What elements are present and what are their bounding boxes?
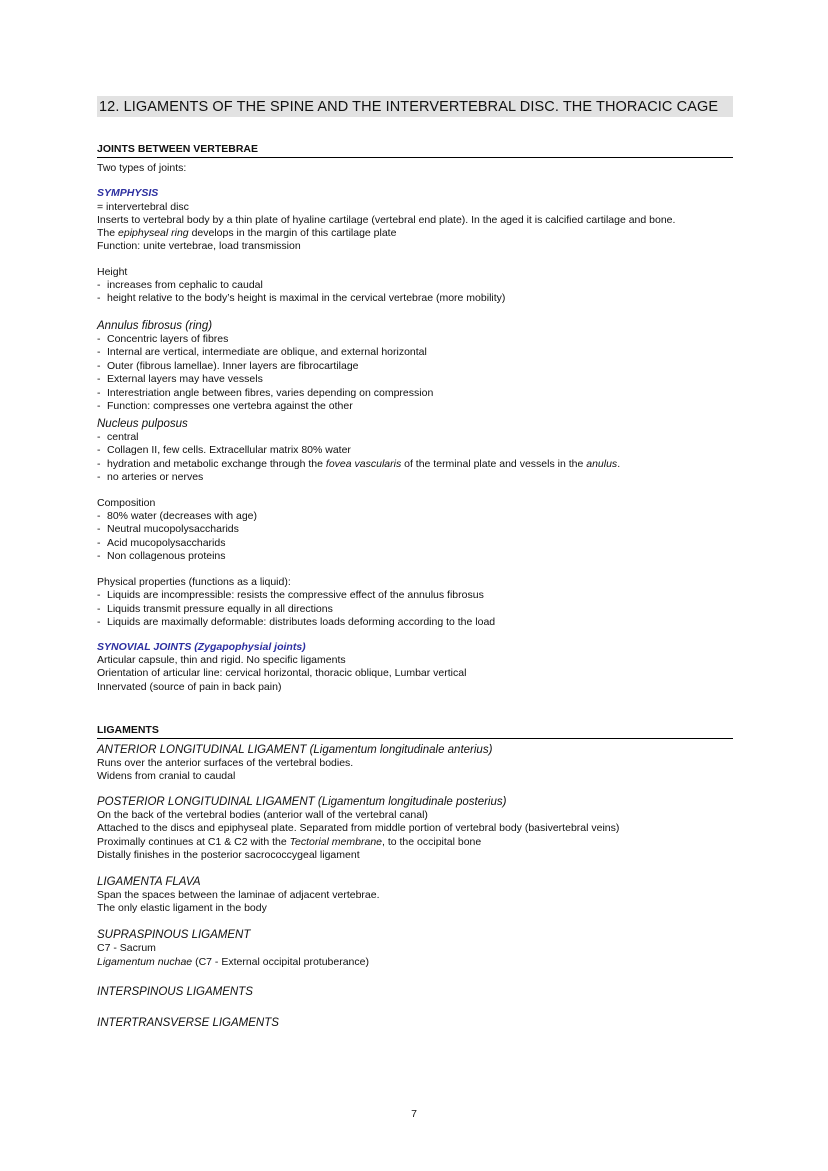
synovial-line: Innervated (source of pain in back pain) [97, 680, 282, 693]
list-item: - Function: compresses one vertebra against the other [97, 400, 353, 413]
ligament-line: Ligamentum nuchae (C7 - External occipital protuberance) [97, 955, 369, 968]
joints-intro: Two types of joints: [97, 162, 187, 174]
list-item: - Interestriation angle between fibres, varies depending on compression [97, 386, 434, 399]
ligament-line: Distally finishes in the posterior sacrococcygeal ligament [97, 848, 360, 861]
list-item: - 80% water (decreases with age) [97, 509, 257, 522]
synovial-line: Orientation of articular line: cervical horizontal, thoracic oblique, Lumbar vertical [97, 667, 467, 680]
ligament-line: Proximally continues at C1 & C2 with the Tectorial membrane, to the occipital bone [97, 835, 482, 848]
list-item: - Outer (fibrous lamellae). Inner layers are fibrocartilage [97, 359, 359, 372]
list-item: - Liquids are incompressible: resists the compressive effect of the annulus fibrosus [97, 589, 484, 602]
interspinous-heading: INTERSPINOUS LIGAMENTS [97, 985, 253, 998]
ligament-line: Runs over the anterior surfaces of the vertebral bodies. [97, 756, 354, 769]
section-title-joints: JOINTS BETWEEN VERTEBRAE [97, 143, 733, 158]
height-label: Height [97, 265, 128, 278]
list-item: - increases from cephalic to caudal [97, 278, 263, 291]
anterior-ligament-heading: ANTERIOR LONGITUDINAL LIGAMENT (Ligamentum longitudinale anterius) [97, 743, 493, 756]
symphysis-line: The epiphyseal ring develops in the margin of this cartilage plate [97, 227, 397, 240]
list-item: - Concentric layers of fibres [97, 332, 229, 345]
list-item: - Non collagenous proteins [97, 550, 226, 563]
tectorial-membrane-term: Tectorial membrane [289, 835, 382, 848]
ligament-line: Span the spaces between the laminae of adjacent vertebrae. [97, 888, 380, 901]
posterior-ligament-heading: POSTERIOR LONGITUDINAL LIGAMENT (Ligamentum longitudinale posterius) [97, 796, 507, 809]
list-item: - External layers may have vessels [97, 373, 263, 386]
ligament-line: C7 - Sacrum [97, 942, 156, 955]
list-item: - Neutral mucopolysaccharids [97, 523, 239, 536]
intertransverse-heading: INTERTRANSVERSE LIGAMENTS [97, 1016, 279, 1029]
symphysis-heading: SYMPHYSIS [97, 187, 159, 200]
section-title-ligaments: LIGAMENTS [97, 724, 733, 739]
physical-label: Physical properties (functions as a liquid): [97, 575, 291, 588]
list-item: - Internal are vertical, intermediate are oblique, and external horizontal [97, 346, 427, 359]
document-page [97, 96, 733, 1030]
ligament-line: On the back of the vertebral bodies (anterior wall of the vertebral canal) [97, 809, 428, 822]
list-item: - Collagen II, few cells. Extracellular matrix 80% water [97, 444, 351, 457]
ligament-line: Widens from cranial to caudal [97, 769, 236, 782]
symphysis-line: Inserts to vertebral body by a thin plate of hyaline cartilage (vertebral end plate). In the aged it is calcified cartilage and bone. [97, 213, 676, 226]
ligamenta-flava-heading: LIGAMENTA FLAVA [97, 875, 201, 888]
synovial-heading: SYNOVIAL JOINTS (Zygapophysial joints) [97, 640, 306, 653]
ligament-line: The only elastic ligament in the body [97, 902, 267, 915]
list-item: - height relative to the body’s height is maximal in the cervical vertebrae (more mobility) [97, 292, 506, 305]
symphysis-line: = intervertebral disc [97, 200, 189, 213]
list-item: - central [97, 430, 139, 443]
symphysis-line: Function: unite vertebrae, load transmission [97, 240, 301, 253]
composition-label: Composition [97, 496, 156, 509]
list-item: - no arteries or nerves [97, 471, 204, 484]
ligament-line: Attached to the discs and epiphyseal plate. Separated from middle portion of vertebral body (basivertebral veins) [97, 822, 620, 835]
synovial-line: Articular capsule, thin and rigid. No specific ligaments [97, 654, 346, 667]
annulus-heading: Annulus fibrosus (ring) [97, 319, 213, 332]
nucleus-heading: Nucleus pulposus [97, 417, 188, 430]
epiphyseal-ring-term: epiphyseal ring [118, 227, 189, 240]
chapter-title: 12. LIGAMENTS OF THE SPINE AND THE INTERVERTEBRAL DISC. THE THORACIC CAGE [97, 96, 733, 117]
ligamentum-nuchae-term: Ligamentum nuchae [97, 955, 193, 968]
list-item: - Liquids are maximally deformable: distributes loads deforming according to the load [97, 616, 496, 629]
page-number: 7 [411, 1108, 417, 1120]
list-item: - Liquids transmit pressure equally in all directions [97, 602, 333, 615]
supraspinous-heading: SUPRASPINOUS LIGAMENT [97, 929, 251, 942]
list-item: - hydration and metabolic exchange through the fovea vascularis of the terminal plate and vessels in the anulus. [97, 457, 621, 470]
list-item: - Acid mucopolysaccharids [97, 536, 226, 549]
